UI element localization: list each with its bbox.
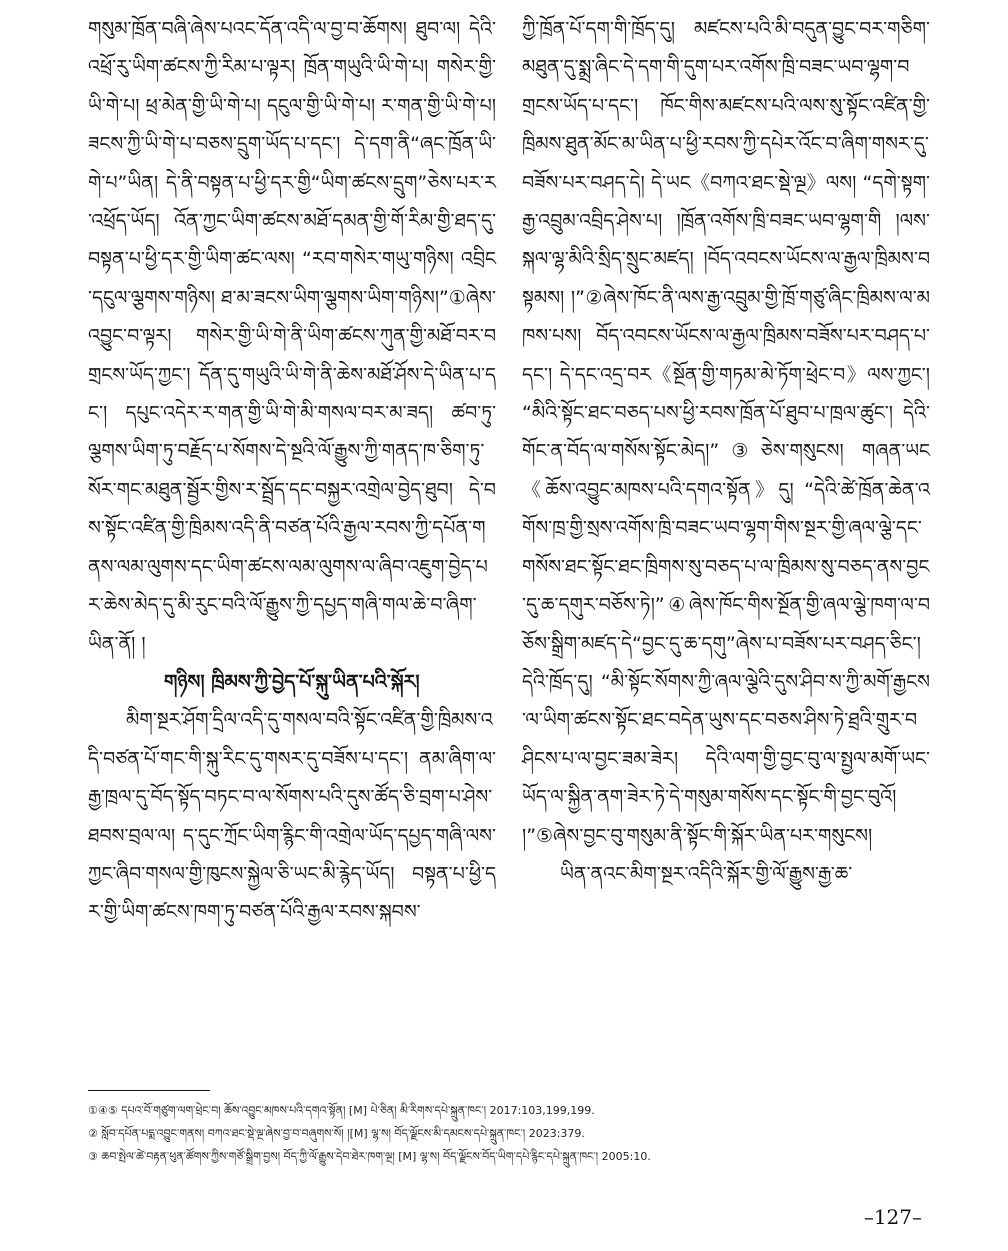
footnotes bbox=[88, 1099, 948, 1168]
section-heading: གཉིས། ཁྲིམས་ཀྱི་བྱེད་པོ་སྐུ་ཡིན་པའི་སྐོར། bbox=[164, 670, 420, 693]
footnote-2: ② སློབ་དཔོན་པདྨ་འབྱུང་གནས། བཀའ་ཐང་སྡེ་ལྔ་ཞེས་བྱ་བ་བཞུགས་སོ། །[M] ལྷ་ས། བོད་ལྗོངས་མི་དམངས་དཔེ་སྐྲུན་ཁང་། 2023:379. bbox=[88, 1127, 585, 1140]
right-paragraph-1: ཀྱི་ཁྲོན་པོ་དག་གི་ཁྲོད་དུ། མཛངས་པའི་མི་བདུན་བྱུང་བར་གཅིག་མཐུན་དུ་སྨྲ་ཞིང་དེ་དག་གི་དུག་པར་འགོས་ཁྲི་བཟང་ཡབ་ལྷག་བགྲངས་ཡོད་པ་དང་། ཁོང་གིས་མཛངས་པའི་ལས་སུ་སྟོང་འཛིན་གྱི་ཁྲིམས་ཐུན་མོང་མ་ཡིན་པ་ཕྱི་རབས་ཀྱི་དཔེར་འོང་བ་ཞིག་གསར་དུ་བཟོས་པར་བཤད་དེ། དེ་ཡང《བཀའ་ཐང་སྡེ་ལྔ》ལས། “དགེ་སྟག་རྒྱ་འབྲུམ་འབྲིད་ཤེས་པ། །ཁྲོན་འགོས་ཁྲི་བཟང་ཡབ་ལྷག་གི །ལས་སྐལ་ལྷ་མིའི་སྲིད་སྲུང་མཛད། །བོད་འབངས་ཡོངས་ལ་རྒྱལ་ཁྲིམས་བསྟམས། །”②ཞེས་ཁོང་ནི་ལས་རྒྱ་འབྲུམ་གྱི་ཁྲོ་གཙུ་ཞིང་ཁྲིམས་ལ་མཁས་པས། བོད་འབངས་ཡོངས་ལ་རྒྱལ་ཁྲིམས་བཟོས་པར་བཤད་པ་དང་། དེ་དང་འདྲ་བར《སྔོན་གྱི་གཏམ་མེ་ཏོག་ཕྲེང་བ》ལས་ཀྱང་། “མིའི་སྟོང་ཐང་བཅད་པས་ཕྱི་རབས་ཁྲོན་པོ་ཐུབ་པ་ཁྲལ་ཚུང་། དེའི་གོང་ན་བོད་ལ་གསོས་སྟོང་མེད།”③ཅེས་གསུངས། གཞན་ཡང《ཆོས་འབྱུང་མཁས་པའི་དགའ་སྟོན》དུ། “དེའི་ཚེ་ཁྲོན་ཆེན་འགོས་ཁྲ་གྱི་སྲས་འགོས་ཁྲི་བཟང་ཡབ་ལྷག་གིས་སྔར་གྱི་ཞལ་ལྕེ་དང་གསོས་ཐང་སྟོང་ཐང་ཁྲིགས་སུ་བཅད་པ་ལ་ཁྲིམས་སུ་བཅད་ནས་བྱང་དུ་ཆ་དགུར་བཅོས་ཏེ།”④ཞེས་ཁོང་གིས་སྔོན་གྱི་ཞལ་ལྕེ་ཁག་ལ་བཅོས་སྒྲིག་མཛད་དེ“བྱང་དུ་ཆ་དགུ”ཞེས་པ་བཟོས་པར་བཤད་ཅིང་། དེའི་ཁྲོད་དུ། “མི་སྟོང་སོགས་ཀྱི་ཞལ་ལྕེའི་དུས་ཤིབ་ས་ཀྱི་མགོ་རྒྱངས་ལ་ཡིག་ཚངས་སྟོང་ཐང་བདེན་ཡུས་དང་བཅས་ཤིས་ཏེ་ཐྲའི་གྲུར་བཤིངས་པ་ལ་བྱང་ཟམ་ཟེར། དེའི་ལག་གྱི་བྱང་བུ་ལ་སྤྱལ་མགོ་ཡང་ཡོད་ལ་སྐྱིན་ནག་ཟེར་ཏེ་དེ་གསུམ་གསོས་དང་སྟོང་གི་བྱང་བུའོ། །”⑤ཞེས་བྱང་བུ་གསུམ་ནི་སྟོང་གི་སྐོར་ཡིན་པར་གསུངས། bbox=[522, 18, 930, 847]
left-paragraph-1: གསུམ་ཁྲོན་བཞི་ཞེས་པའང་དོན་འདི་ལ་བྱ་བ་ཆོགས། ཐུབ་ལ། དེའི་འཕྲོ་རུ་ཡིག་ཚངས་ཀྱི་རིམ་པ་ལྟར། ཁྲོན་གཡུའི་ཡི་གེ་པ། གསེར་གྱི་ཡི་གེ་པ། ཕྲ་མེན་གྱི་ཡི་གེ་པ། དངུལ་གྱི་ཡི་གེ་པ། ར་གན་གྱི་ཡི་གེ་པ། ཟངས་ཀྱི་ཡི་གེ་པ་བཅས་དྲུག་ཡོད་པ་དང་། དེ་དག་ནི“ཞང་ཁྲོན་ཡི་གེ་པ”ཡིན། དེ་ནི་བསྟན་པ་ཕྱི་དར་གྱི“ཡིག་ཚངས་དྲུག”ཅེས་པར་ར་འཕྲོད་ཡོད། འོན་ཀྱང་ཡིག་ཚངས་མཐོ་དམན་གྱི་གོ་རིམ་གྱི་ཐད་དུ་བསྟན་པ་ཕྱི་དར་གྱི་ཡིག་ཚང་ལས། “རབ་གསེར་གཡུ་གཉིས། འབྲིང་དངུལ་ལྕགས་གཉིས། ཐ་མ་ཟངས་ཡིག་ལྕགས་ཡིག་གཉིས།”①ཞེས་འབྱུང་བ་ལྟར། གསེར་གྱི་ཡི་གེ་ནི་ཡིག་ཚངས་ཀུན་གྱི་མཐོ་བར་བགྲངས་ཡོད་ཀྱང་། དོན་དུ་གཡུའི་ཡི་གེ་ནི་ཆེས་མཐོ་ཤོས་དེ་ཡིན་པ་དང་། དཔུང་འདེར་ར་གན་གྱི་ཡི་གེ་མི་གསལ་བར་མ་ཟད། ཚབ་ཏུ་ལྕགས་ཡིག་ཏུ་བརྗོད་པ་སོགས་དེ་སྔའི་ལོ་རྒྱུས་ཀྱི་གནད་ཁ་ཅིག་ཏུ་སོར་གང་མཐུན་སྦྱོར་གྱིས་ར་སྦྲོད་དང་བསྐྱར་འགྲེལ་བྱེད་ཐུབ། དེ་བས་སྟོང་འཛིན་གྱི་ཁྲིམས་འདི་ནི་བཙན་པོའི་རྒྱལ་རབས་ཀྱི་དཔོན་གནས་ལམ་ལུགས་དང་ཡིག་ཚངས་ལམ་ལུགས་ལ་ཞིབ་འཇུག་བྱེད་པར་ཆེས་མེད་དུ་མི་རུང་བའི་ལོ་རྒྱུས་ཀྱི་དཔྱད་གཞི་གལ་ཆེ་བ་ཞིག་ཡིན་ནོ། ། bbox=[88, 18, 496, 655]
left-paragraph-2: མིག་སྔར་ཤོག་དྲིལ་འདི་དུ་གསལ་བའི་སྟོང་འཛིན་གྱི་ཁྲིམས་འདི་བཙན་པོ་གང་གི་སྐུ་རིང་དུ་གསར་དུ་བཟོས་པ་དང་། ནམ་ཞིག་ལ་རྒྱ་ཁྲལ་དུ་བོད་སྟོད་བཏང་བ་ལ་སོགས་པའི་དུས་ཚོད་ཅི་བྲག་པ་ཤེས་ཐབས་བྲལ་ལ། ད་དུང་ཀྲོང་ཡིག་རྙིང་གི་འགྲེལ་ཡོད་དཔྱད་གཞི་ལས་ཀྱང་ཞིབ་གསལ་གྱི་ཁུངས་སྐྱེལ་ཅི་ཡང་མི་རྙེད་ཡོད། བསྟན་པ་ཕྱི་དར་གྱི་ཡིག་ཚངས་ཁག་ཏུ་བཙན་པོའི་རྒྱལ་རབས་སྐབས་ bbox=[88, 709, 496, 924]
footnote-1: ①④⑤ དཔའ་བོ་གཙུག་ལག་ཕྲེང་བ། ཆོས་འབྱུང་མཁས་པའི་དགའ་སྟོན། [M] པེ་ཅིན། མི་རིགས་དཔེ་སྐྲུན་ཁང་། 2017:103,199,199. bbox=[88, 1104, 595, 1117]
footnote-divider bbox=[88, 1090, 210, 1091]
right-paragraph-2: ཡིན་ནའང་མིག་སྔར་འདིའི་སྐོར་གྱི་ལོ་རྒྱུས་རྒྱ་ཆ་ bbox=[560, 862, 853, 885]
left-column bbox=[88, 10, 496, 932]
page-number: –127– bbox=[863, 1205, 922, 1229]
right-column bbox=[522, 10, 930, 893]
footnote-3: ③ ཆབ་སྤེལ་ཚེ་བརྟན་ཕུན་ཚོགས་ཀྱིས་གཙོ་སྒྲིག་བྱས། བོད་ཀྱི་ལོ་རྒྱུས་དེབ་ཐེར་ཁག་ལྔ། [M] ལྷ་ས། བོད་ལྗོངས་བོད་ཡིག་དཔེ་རྙིང་དཔེ་སྐྲུན་ཁང་། 2005:10. bbox=[88, 1150, 651, 1163]
